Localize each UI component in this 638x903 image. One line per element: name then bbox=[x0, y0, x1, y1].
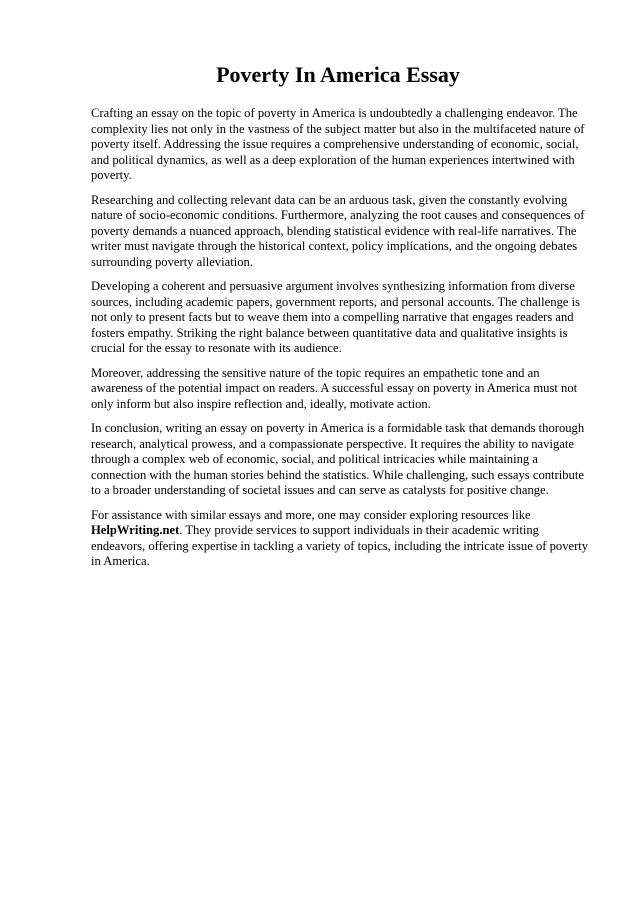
paragraph-intro: Crafting an essay on the topic of poverty in America is undoubtedly a challenging endeavor. The complexity lies not only in the vastness of the subject matter but also in the multifaceted nature of poverty itself. Addressing the issue requires a comprehensive understanding of economic, social, and political dynamics, as well as a deep exploration of the human experiences intertwined with poverty. bbox=[91, 106, 585, 182]
closing-text-after: . They provide services to support individuals in their academic writing endeavors, offering expertise in tackling a variety of topics, including the intricate issue of poverty in America. bbox=[91, 523, 589, 568]
closing-text-before: For assistance with similar essays and more, one may consider exploring resources like bbox=[91, 507, 531, 522]
paragraph-research: Researching and collecting relevant data can be an arduous task, given the constantly evolving nature of socio-economic conditions. Furthermore, analyzing the root causes and consequences of poverty demands a nuanced approach, blending statistical evidence with real-life narratives. The writer must navigate through the historical context, policy implications, and the ongoing debates surrounding poverty alleviation. bbox=[91, 192, 585, 269]
brand-name: HelpWriting.net bbox=[91, 523, 180, 537]
paragraph-argument: Developing a coherent and persuasive argument involves synthesizing information from diverse sources, including academic papers, government reports, and personal accounts. The challenge is not only to present facts but to weave them into a compelling narrative that engages readers and fosters empathy. Striking the right balance between quantitative data and qualitative insights is crucial for the essay to resonate with its audience. bbox=[91, 279, 581, 355]
document-title: Poverty In America Essay bbox=[216, 62, 460, 87]
paragraph-conclusion: In conclusion, writing an essay on poverty in America is a formidable task that demands thorough research, analytical prowess, and a compassionate perspective. It requires the ability to navigate through a complex web of economic, social, and political intricacies while maintaining a connection with the human stories behind the statistics. While challenging, such essays contribute to a broader understanding of societal issues and can serve as catalysts for positive change. bbox=[91, 421, 585, 497]
paragraph-sensitivity: Moreover, addressing the sensitive nature of the topic requires an empathetic tone and an awareness of the potential impact on readers. A successful essay on poverty in America must not only inform but also inspire reflection and, ideally, motivate action. bbox=[91, 365, 578, 411]
paragraph-closing bbox=[91, 508, 593, 570]
